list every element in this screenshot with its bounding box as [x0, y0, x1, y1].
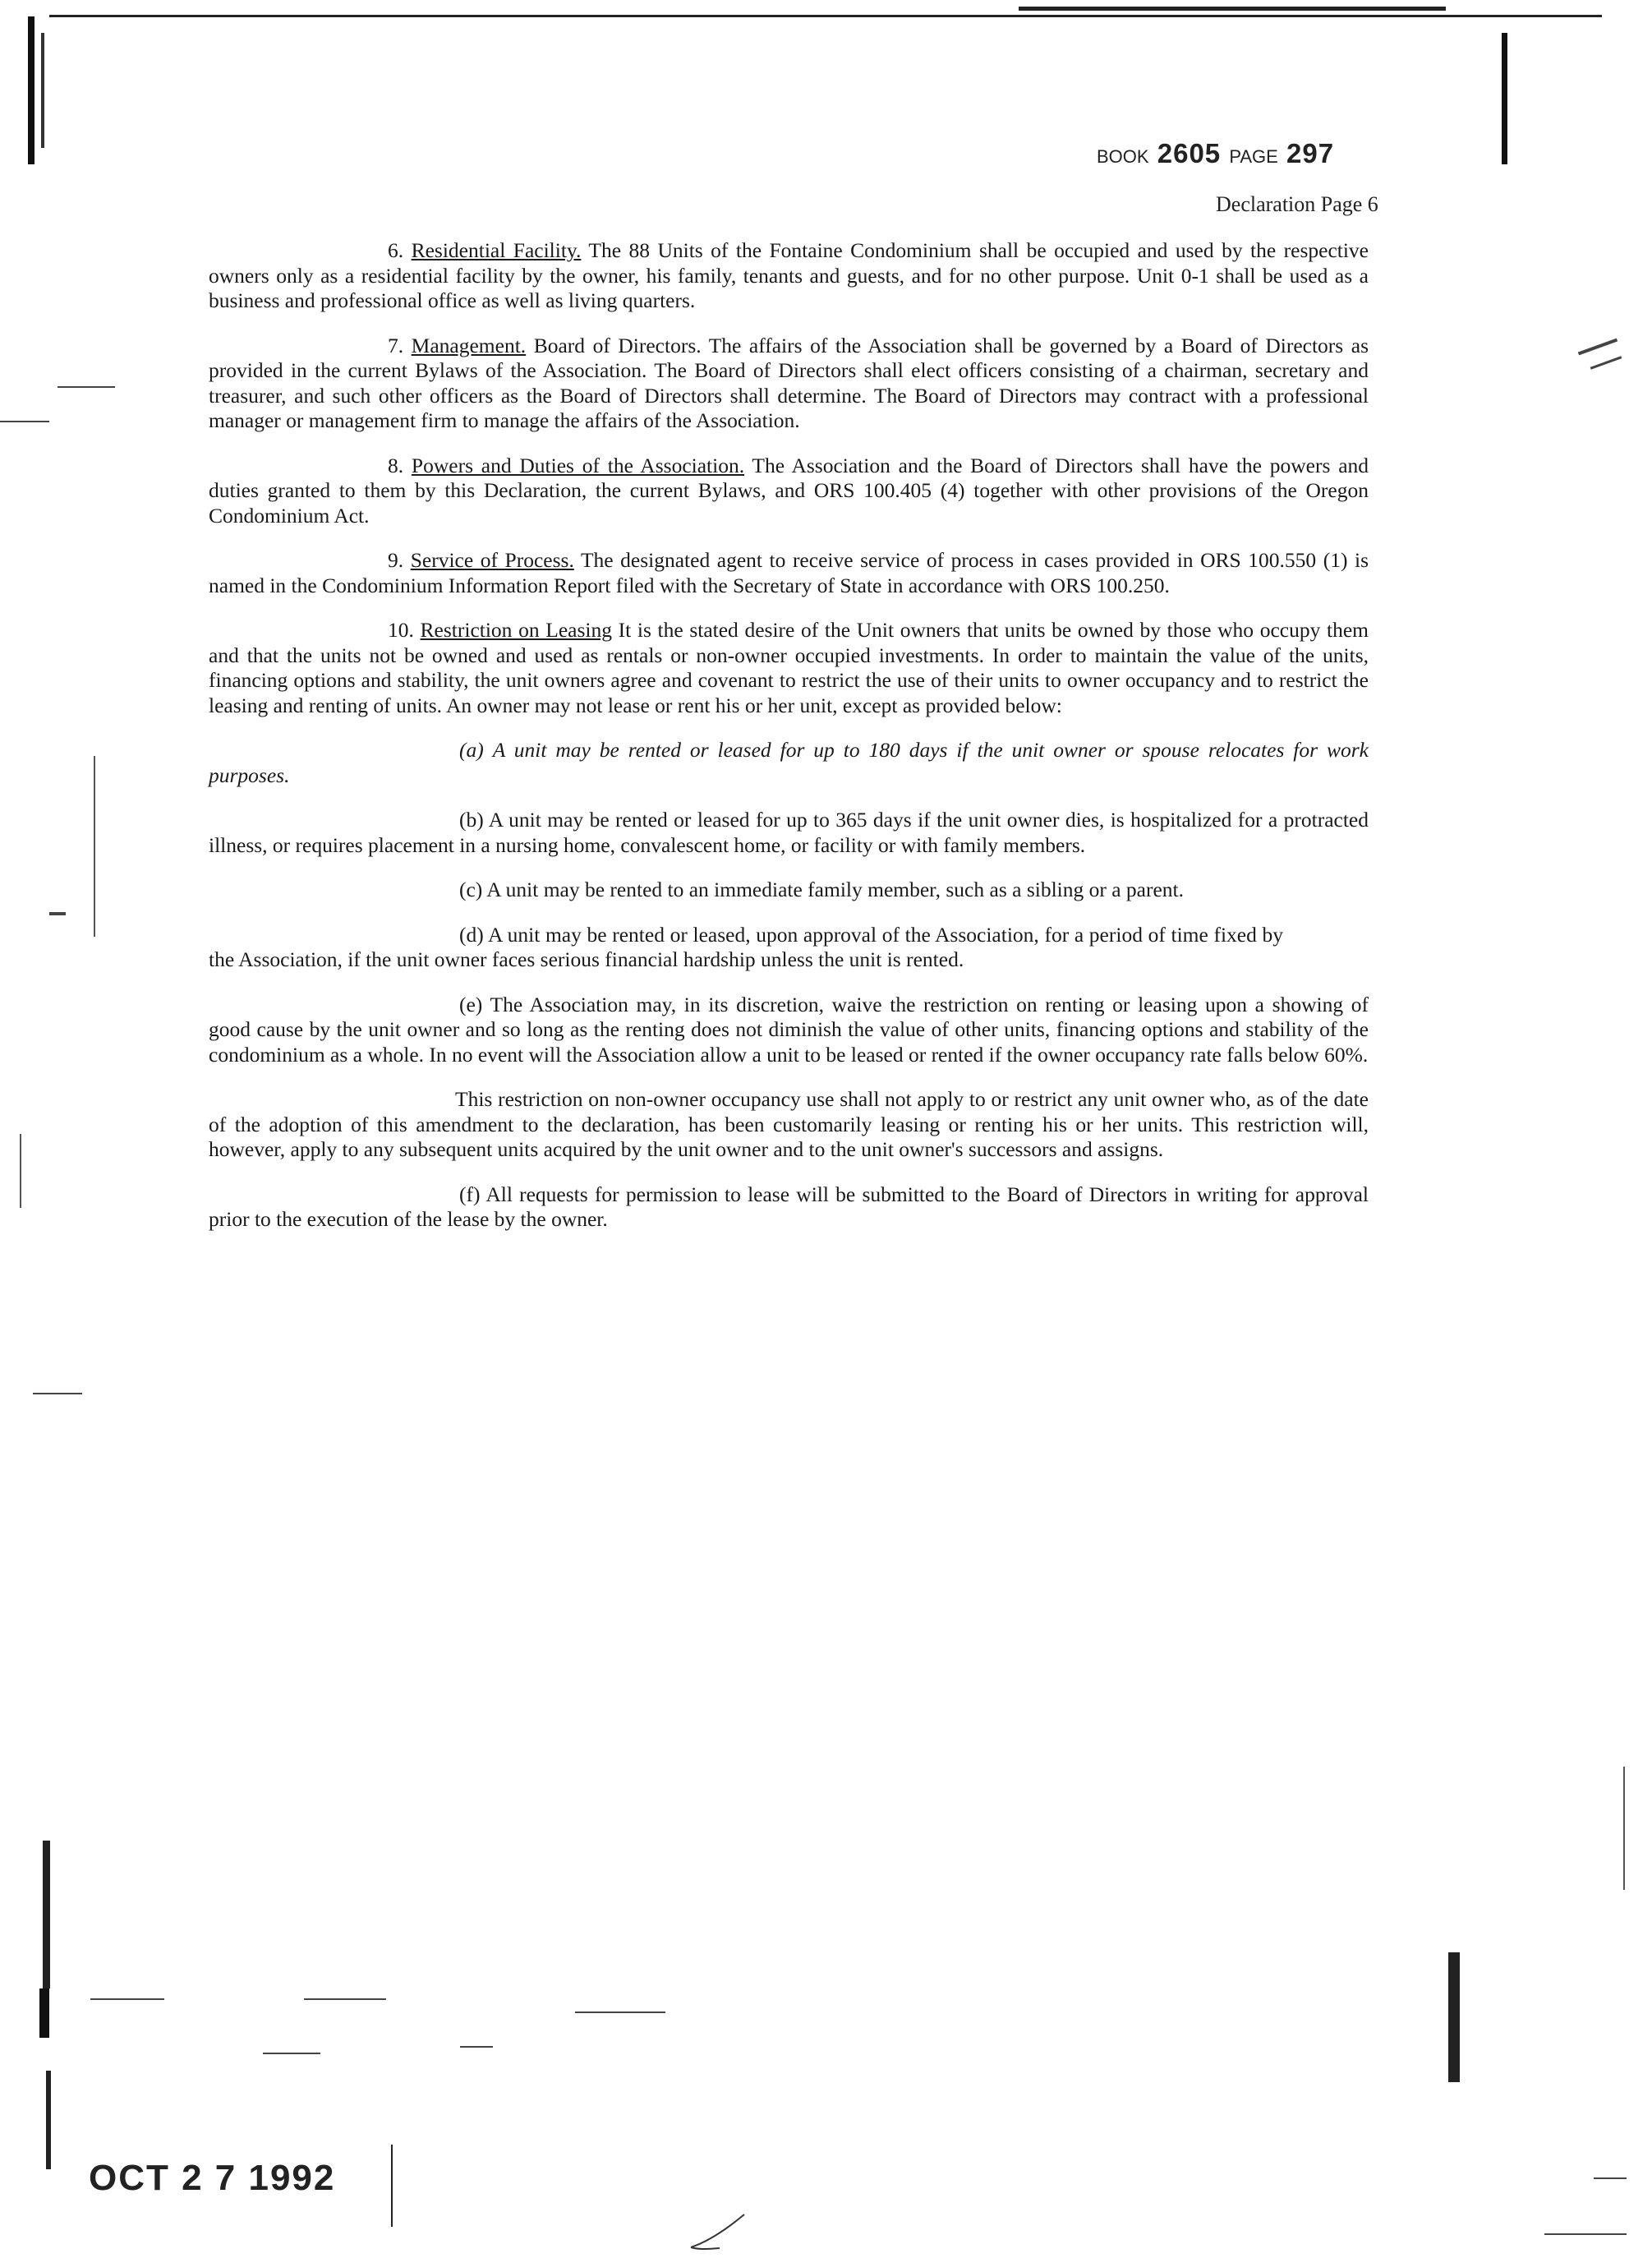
section-text: The Association and the Board of Directors shall have the powers and duties granted to them by this Declaration, the current Bylaws, and ORS 100.405 (4) together with other provisions of the Oregon Condominium Act.: [209, 453, 1369, 528]
scan-bar-right: [1502, 33, 1507, 164]
subsection-text: All requests for permission to lease will be submitted to the Board of Directors in writing for approval prior to the execution of the lease by the owner.: [209, 1182, 1369, 1231]
subsection-d: [209, 923, 1369, 973]
scan-speck: [33, 1393, 82, 1394]
section-text: The designated agent to receive service of process in cases provided in ORS 100.550 (1) is named in the Condominium Information Report filed with the Secretary of State in accordance with ORS 100.250.: [209, 548, 1369, 597]
scan-bar-left-inner: [41, 33, 44, 148]
section-heading: Service of Process.: [410, 548, 574, 572]
subsection-f: [209, 1182, 1369, 1233]
section-restriction-on-leasing: [209, 618, 1369, 718]
scan-speck: [58, 386, 115, 388]
section-text: The 88 Units of the Fontaine Condominium shall be occupied and used by the respective owners only as a residential facility by the owner, his family, tenants and guests, and for no other purpose. Unit 0-1 shall be used as a business and professional office as well as living quarters.: [209, 238, 1369, 312]
subsection-label: (f): [459, 1182, 481, 1206]
subsection-text: The Association may, in its discretion, waive the restriction on renting or leasing upon a showing of good cause by the unit owner and so long as the renting does not diminish the value of other units, financing options and stability of the condominium as a whole. In no event will the Association allow a unit to be leased or rented if the owner occupancy rate falls below 60%.: [209, 992, 1369, 1067]
scan-speck: [263, 2053, 320, 2054]
signature-mark: [687, 2210, 752, 2251]
declaration-page-label: Declaration Page 6: [1216, 192, 1378, 216]
scan-speck: [1590, 356, 1622, 369]
restriction-note: This restriction on non-owner occupancy use shall not apply to or restrict any unit owner who, as of the date of the adoption of this amendment to the declaration, has been customarily leasing or renting his or her units. This restriction will, however, apply to any subsequent units acquired by the unit owner and to the unit owner's successors and assigns.: [209, 1087, 1369, 1161]
scan-speck: [49, 912, 66, 915]
section-text: It is the stated desire of the Unit owners that units be owned by those who occupy them and that the units not be owned and used as rentals or non-owner occupied investments. In order to maintain the value of the units, financing options and stability, the unit owners agree and covenant to restrict the use of their units to owner occupancy and to restrict the leasing and renting of units. An owner may not lease or rent his or her unit, except as provided below:: [209, 618, 1369, 717]
section-management: [209, 334, 1369, 434]
subsection-label: (b): [459, 808, 484, 832]
book-label: BOOK: [1097, 146, 1149, 167]
scan-speck: [460, 2046, 493, 2048]
subsection-e: [209, 993, 1369, 1068]
section-heading: Powers and Duties of the Association.: [411, 453, 745, 477]
scan-speck: [1578, 339, 1617, 356]
scan-speck: [90, 1998, 164, 2000]
subsection-b: [209, 808, 1369, 858]
scan-speck: [1594, 2177, 1627, 2179]
section-number: 10.: [388, 618, 414, 642]
scan-speck: [0, 421, 49, 422]
subsection-text: A unit may be rented or leased, upon approval of the Association, for a period of time fixed by the Association, if the unit owner faces serious financial hardship unless the unit is rented.: [209, 922, 1284, 971]
scan-bar-left-bottom: [46, 2071, 51, 2169]
recording-date-stamp: OCT 2 7 1992: [89, 2158, 336, 2198]
scan-vline: [1623, 1767, 1625, 1890]
section-powers-duties: [209, 454, 1369, 529]
document-body: [209, 238, 1369, 1252]
section-heading: Management.: [411, 333, 527, 357]
section-residential-facility: [209, 238, 1369, 314]
section-heading: Residential Facility.: [411, 238, 582, 262]
scan-bar-right-low: [1448, 1952, 1460, 2082]
subsection-c: [209, 878, 1369, 903]
section-heading: Restriction on Leasing: [420, 618, 612, 642]
scan-bar-left: [28, 16, 35, 164]
subsection-text: A unit may be rented to an immediate family member, such as a sibling or a parent.: [486, 878, 1185, 901]
scan-speck: [304, 1998, 386, 2000]
scan-rule-top-thick: [1019, 7, 1446, 11]
stamp-divider: [391, 2145, 393, 2227]
section-number: 7.: [388, 333, 404, 357]
page-number: 297: [1286, 138, 1335, 168]
subsection-label: (d): [459, 922, 484, 947]
subsection-label: (c): [459, 878, 483, 901]
section-number: 8.: [388, 453, 404, 477]
scan-bar-left-low: [43, 1841, 50, 1988]
section-text: Board of Directors. The affairs of the Association shall be governed by a Board of Directors as provided in the current Bylaws of the Association. The Board of Directors shall elect officers consisting of a chairman, secretary and treasurer, and such other officers as the Board of Directors shall determine. The Board of Directors may contract with a professional manager or management firm to manage the affairs of the Association.: [209, 333, 1369, 432]
scan-speck: [575, 2011, 665, 2013]
scan-vline: [20, 1134, 21, 1208]
subsection-label: (e): [459, 992, 483, 1016]
section-number: 6.: [388, 238, 404, 262]
section-service-of-process: [209, 548, 1369, 598]
subsection-text: A unit may be rented or leased for up to 180 days if the unit owner or spouse relocates for work purposes.: [209, 738, 1369, 787]
subsection-label: (a): [459, 738, 484, 762]
section-number: 9.: [388, 548, 404, 572]
subsection-text: A unit may be rented or leased for up to 365 days if the unit owner dies, is hospitalized for a protracted illness, or requires placement in a nursing home, convalescent home, or facility or with family members.: [209, 808, 1369, 857]
book-page-stamp: [1097, 138, 1334, 169]
subsection-a: [209, 738, 1369, 788]
scan-speck: [1544, 2233, 1627, 2235]
book-number: 2605: [1157, 138, 1222, 168]
page-label: PAGE: [1229, 146, 1278, 167]
scan-vline: [94, 756, 95, 937]
scan-bar-left-low-mark: [39, 1988, 49, 2038]
scan-rule-top: [49, 15, 1602, 17]
